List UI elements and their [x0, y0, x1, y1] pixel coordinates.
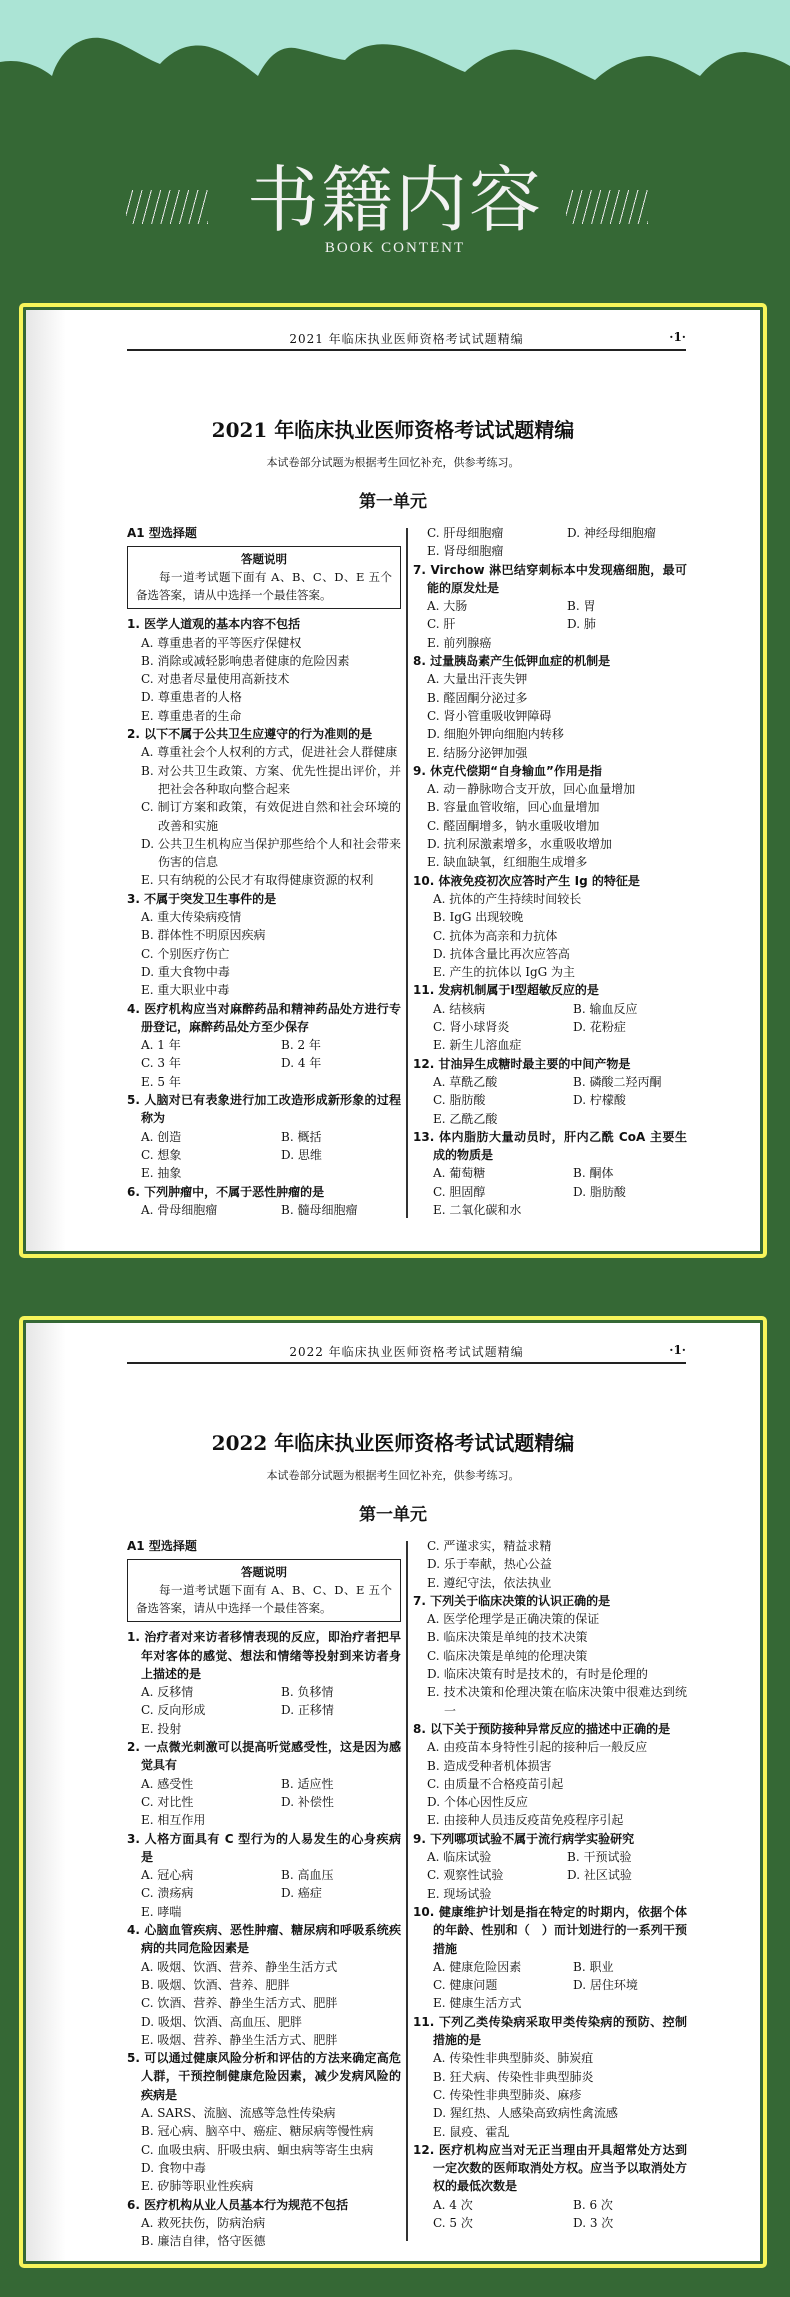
answer-option: E. 新生儿溶血症 [433, 1038, 522, 1053]
answer-option: A. 反移情 [141, 1685, 194, 1700]
section-label: A1 型选择题 [127, 1539, 197, 1553]
question-stem: 3. 人格方面具有 C 型行为的人易发生的心身疾病是 [127, 1831, 401, 1864]
answer-option: B. 6 次 [573, 2197, 613, 2212]
running-header-title: 2021 年临床执业医师资格考试试题精编 [289, 332, 524, 346]
question-stem: 13. 体内脂肪大量动员时，肝内乙酰 CoA 主要生成的物质是 [413, 1129, 687, 1163]
question [127, 1091, 401, 1182]
running-header-title: 2022 年临床执业医师资格考试试题精编 [289, 1345, 524, 1359]
answer-options [127, 908, 401, 999]
section-title: 书籍内容 [246, 158, 543, 242]
answer-option: E. 矽肺等职业性疾病 [141, 2179, 254, 2194]
answer-option: A. 抗体的产生持续时间较长 [433, 891, 582, 906]
question [127, 615, 401, 725]
answer-option: C. 对比性 [141, 1794, 194, 1809]
answer-option: D. 食物中毒 [141, 2160, 206, 2175]
answer-option: C. 肾小球肾炎 [433, 1020, 510, 1035]
answer-options [127, 1683, 401, 1738]
answer-option: C. 反向形成 [141, 1703, 206, 1718]
question [413, 1830, 687, 1903]
answer-option: E. 尊重患者的生命 [141, 708, 242, 723]
question [413, 1903, 687, 2013]
answer-option: E. 只有纳税的公民才有取得健康资源的权利 [141, 873, 374, 888]
answer-option: E. 产生的抗体以 IgG 为主 [433, 965, 576, 980]
answer-option: D. 社区试验 [567, 1868, 632, 1883]
question-stem: 2. 一点微光刺激可以提高听觉感受性，这是因为感觉具有 [127, 1740, 401, 1773]
answer-option: B. 适应性 [281, 1776, 334, 1791]
unit-heading: 第一单元 [359, 492, 427, 512]
answer-option: B. 吸烟、饮酒、营养、肥胖 [141, 1977, 290, 1992]
answer-option: B. 廉洁自律，恪守医德 [141, 2234, 266, 2249]
answer-option: D. 花粉症 [573, 1020, 626, 1035]
answer-option: E. 二氧化碳和水 [433, 1202, 522, 1217]
question [413, 524, 687, 561]
answer-option: A. 尊重社会个人权利的方式，促进社会人群健康 [141, 745, 398, 760]
answer-option: D. 柠檬酸 [573, 1093, 626, 1108]
question [413, 1592, 687, 1720]
answer-option: B. 输血反应 [573, 1001, 638, 1016]
question-stem: 2. 以下不属于公共卫生应遵守的行为准则的是 [127, 727, 373, 742]
exam-note: 本试卷部分试题为根据考生回忆补充，供参考练习。 [266, 1469, 520, 1482]
answer-options [413, 597, 687, 652]
answer-option: C. 临床决策是单纯的伦理决策 [427, 1648, 588, 1663]
question-stem: 11. 下列乙类传染病采取甲类传染病的预防、控制措施的是 [413, 2014, 687, 2048]
answer-option: C. 抗体为高亲和力抗体 [433, 928, 558, 943]
answer-option: B. 容量血管收缩，回心血量增加 [427, 800, 600, 815]
answer-option: B. 负移情 [281, 1685, 334, 1700]
answer-option: A. 1 年 [141, 1038, 181, 1053]
question-stem: 8. 以下关于预防接种异常反应的描述中正确的是 [413, 1721, 671, 1736]
running-header [127, 327, 686, 351]
answer-options [127, 1201, 401, 1219]
exam-title: 2022 年临床执业医师资格考试试题精编 [211, 1431, 575, 1455]
question [413, 762, 687, 872]
unit-heading: 第一单元 [359, 1505, 427, 1525]
answer-option: C. 胆固醇 [433, 1184, 486, 1199]
section-label: A1 型选择题 [127, 526, 197, 540]
answer-option: A. 骨母细胞瘤 [141, 1202, 218, 1217]
answer-option: A. 吸烟、饮酒、营养、静坐生活方式 [141, 1959, 338, 1974]
answer-option: C. 健康问题 [433, 1978, 498, 1993]
answer-option: B. 醛固酮分泌过多 [427, 690, 528, 705]
answer-option: B. 消除或减轻影响患者健康的危险因素 [141, 653, 350, 668]
answer-options [413, 1073, 687, 1128]
answer-option: E. 前列腺癌 [427, 635, 492, 650]
answer-options [413, 1958, 687, 2013]
answer-option: A. 感受性 [141, 1776, 194, 1791]
question [127, 1738, 401, 1829]
answer-option: E. 缺血缺氧，红细胞生成增多 [427, 855, 588, 870]
answer-option: D. 抗体含量比再次应答高 [433, 946, 570, 961]
question-stem: 1. 医学人道观的基本内容不包括 [127, 617, 301, 632]
answer-options [127, 1775, 401, 1830]
question-stem: 8. 过量胰岛素产生低钾血症的机制是 [413, 654, 611, 669]
exam-note: 本试卷部分试题为根据考生回忆补充，供参考练习。 [266, 456, 520, 469]
answer-option: C. 3 年 [141, 1056, 181, 1071]
page-number: ·1· [669, 330, 686, 344]
answer-option: E. 肾母细胞瘤 [427, 544, 504, 559]
question-stem: 9. 下列哪项试验不属于流行病学实验研究 [413, 1831, 635, 1846]
question [413, 2141, 687, 2232]
hills-banner-decoration [0, 0, 790, 130]
answer-option: A. 冠心病 [141, 1868, 194, 1883]
answer-option: D. 公共卫生机构应当保护那些给个人和社会带来伤害的信息 [141, 836, 401, 870]
answer-option: B. 髓母细胞瘤 [281, 1202, 358, 1217]
answer-option: C. 溃疡病 [141, 1886, 194, 1901]
answer-options [127, 634, 401, 725]
answer-option: D. 癌症 [281, 1886, 322, 1901]
answer-option: B. 2 年 [281, 1038, 321, 1053]
answer-option: E. 哮喘 [141, 1904, 182, 1919]
question [413, 561, 687, 652]
answer-options [413, 1164, 687, 1219]
answer-option: E. 吸烟、营养、静坐生活方式、肥胖 [141, 2032, 338, 2047]
question [413, 981, 687, 1054]
question-stem: 12. 甘油异生成糖时最主要的中间产物是 [413, 1056, 631, 1071]
question [413, 872, 687, 982]
page-number: ·1· [669, 1343, 686, 1357]
book-page-frame-1 [19, 303, 767, 1258]
answer-option: A. 医学伦理学是正确决策的保证 [427, 1612, 600, 1627]
answer-option: C. 5 次 [433, 2215, 473, 2230]
answer-option: C. 由质量不合格疫苗引起 [427, 1776, 564, 1791]
answer-option: D. 吸烟、饮酒、高血压、肥胖 [141, 2014, 302, 2029]
answer-options [413, 2049, 687, 2140]
answer-option: E. 5 年 [141, 1074, 181, 1089]
answer-option: B. 群体性不明原因疾病 [141, 928, 266, 943]
answer-option: C. 肝 [427, 617, 456, 632]
answer-option: B. 磷酸二羟丙酮 [573, 1074, 662, 1089]
question [127, 1183, 401, 1220]
answer-options [413, 890, 687, 981]
answer-options [127, 1958, 401, 2049]
answer-options [413, 780, 687, 871]
answer-option: D. 正移情 [281, 1703, 334, 1718]
answer-option: C. 饮酒、营养、静坐生活方式、肥胖 [141, 1996, 338, 2011]
instructions-title: 答题说明 [241, 552, 287, 567]
instructions-text: 每一道考试题下面有 A、B、C、D、E 五个备选答案，请从中选择一个最佳答案。 [136, 570, 392, 603]
question-stem: 12. 医疗机构应当对无正当理由开具超常处方达到一定次数的医师取消处方权。应当予以取消处方权的最低次数是 [413, 2142, 687, 2194]
answer-option: A. 由疫苗本身特性引起的接种后一般反应 [427, 1740, 648, 1755]
column-left [127, 1537, 401, 2250]
answer-options [413, 1537, 687, 1592]
instructions-text: 每一道考试题下面有 A、B、C、D、E 五个备选答案，请从中选择一个最佳答案。 [136, 1583, 392, 1616]
answer-option: B. 狂犬病、传染性非典型肺炎 [433, 2069, 594, 2084]
question-stem: 6. 下列肿瘤中，不属于恶性肿瘤的是 [127, 1184, 325, 1199]
running-header [127, 1340, 686, 1364]
question [127, 2196, 401, 2251]
answer-option: D. 3 次 [573, 2215, 614, 2230]
question-stem: 4. 医疗机构应当对麻醉药品和精神药品处方进行专册登记，麻醉药品处方至少保存 [127, 1001, 401, 1034]
column-right [413, 524, 687, 1219]
answer-options [127, 1128, 401, 1183]
answer-option: D. 抗利尿激素增多，水重吸收增加 [427, 837, 612, 852]
answer-option: A. 重大传染病疫情 [141, 910, 242, 925]
question [127, 725, 401, 890]
answer-option: D. 尊重患者的人格 [141, 690, 242, 705]
answer-option: A. 健康危险因素 [433, 1959, 522, 1974]
book-page-frame-2 [19, 1316, 767, 2268]
answer-option: B. 职业 [573, 1959, 614, 1974]
instructions-title: 答题说明 [241, 1565, 287, 1580]
answer-option: D. 临床决策有时是技术的，有时是伦理的 [427, 1667, 648, 1682]
question [127, 2049, 401, 2195]
answer-option: E. 鼠疫、霍乱 [433, 2124, 510, 2139]
answer-option: C. 个别医疗伤亡 [141, 946, 230, 961]
column-divider [406, 528, 408, 1218]
answer-option: E. 遵纪守法，依法执业 [427, 1575, 552, 1590]
answer-option: B. 对公共卫生政策、方案、优先性提出评价，并把社会各种取向整合起来 [141, 763, 401, 796]
answer-option: E. 技术决策和伦理决策在临床决策中很难达到统一 [427, 1685, 687, 1718]
answer-option: C. 脂肪酸 [433, 1093, 486, 1108]
answer-option: C. 肾小管重吸收钾障碍 [427, 708, 552, 723]
answer-option: C. 对患者尽量使用高新技术 [141, 672, 290, 687]
answer-option: C. 观察性试验 [427, 1868, 504, 1883]
answer-options [413, 1738, 687, 1829]
answer-option: D. 重大食物中毒 [141, 964, 230, 979]
answer-option: E. 健康生活方式 [433, 1996, 522, 2011]
question-stem: 11. 发病机制属于Ⅰ型超敏反应的是 [413, 983, 599, 998]
answer-option: C. 严谨求实，精益求精 [427, 1539, 552, 1553]
answer-option: A. 大量出汗丧失钾 [427, 672, 528, 687]
answer-option: D. 4 年 [281, 1056, 322, 1071]
answer-option: A. 临床试验 [427, 1850, 492, 1865]
question [413, 1128, 687, 1219]
answer-option: A. 动－静脉吻合支开放，回心血量增加 [427, 782, 636, 797]
answer-option: B. 概括 [281, 1129, 322, 1144]
answer-option: E. 投射 [141, 1721, 182, 1736]
book-page-image [26, 1323, 760, 2261]
question [127, 1921, 401, 2049]
answer-option: E. 相互作用 [141, 1813, 206, 1828]
question-stem: 10. 体液免疫初次应答时产生 Ig 的特征是 [413, 873, 640, 888]
question [127, 1628, 401, 1738]
instructions-box [127, 1559, 401, 1622]
answer-option: D. 肺 [567, 617, 596, 632]
answer-option: B. 干预试验 [567, 1850, 632, 1865]
answer-options [127, 2214, 401, 2251]
answer-option: C. 醛固酮增多，钠水重吸收增加 [427, 818, 600, 833]
answer-options [127, 2104, 401, 2195]
answer-option: B. 胃 [567, 599, 596, 614]
answer-option: D. 乐于奉献，热心公益 [427, 1557, 552, 1572]
answer-option: D. 思维 [281, 1147, 322, 1162]
question-stem: 10. 健康维护计划是指在特定的时期内，依据个体的年龄、性别和（ ）而计划进行的一系列干预措施 [413, 1904, 687, 1956]
question [413, 652, 687, 762]
question [413, 1055, 687, 1128]
exam-title: 2021 年临床执业医师资格考试试题精编 [211, 418, 575, 442]
answer-option: A. 大肠 [427, 599, 468, 614]
question-stem: 4. 心脑血管疾病、恶性肿瘤、糖尿病和呼吸系统疾病的共同危险因素是 [127, 1923, 401, 1956]
question [413, 1720, 687, 1830]
answer-options [413, 2196, 687, 2233]
answer-options [413, 1848, 687, 1903]
question-stem: 5. 可以通过健康风险分析和评估的方法来确定高危人群，干预控制健康危险因素，减少发病风险的疾病是 [127, 2051, 401, 2102]
answer-option: E. 乙酰乙酸 [433, 1111, 498, 1126]
answer-option: D. 细胞外钾向细胞内转移 [427, 727, 564, 742]
answer-option: E. 抽象 [141, 1166, 182, 1181]
answer-option: D. 居住环境 [573, 1978, 638, 1993]
answer-option: D. 脂肪酸 [573, 1184, 626, 1199]
answer-option: D. 神经母细胞瘤 [567, 526, 656, 540]
answer-option: B. 临床决策是单纯的技术决策 [427, 1630, 588, 1645]
column-divider [406, 1541, 408, 2241]
answer-option: C. 肝母细胞瘤 [427, 526, 504, 540]
instructions-box [127, 546, 401, 609]
answer-option: A. 结核病 [433, 1001, 486, 1016]
answer-option: C. 血吸虫病、肝吸虫病、蛔虫病等寄生虫病 [141, 2142, 374, 2157]
answer-options [413, 1000, 687, 1055]
answer-option: D. 补偿性 [281, 1794, 334, 1809]
book-page-image [26, 310, 760, 1251]
question-stem: 9. 休克代偿期“自身输血”作用是指 [413, 763, 602, 778]
answer-option: B. 酮体 [573, 1166, 614, 1181]
answer-option: D. 猩红热、人感染高致病性禽流感 [433, 2106, 618, 2121]
answer-option: A. 草酰乙酸 [433, 1074, 498, 1089]
section-subtitle: BOOK CONTENT [324, 240, 466, 256]
question [127, 890, 401, 1000]
answer-option: A. SARS、流脑、流感等急性传染病 [141, 2106, 336, 2121]
answer-options [127, 743, 401, 889]
answer-options [127, 1036, 401, 1091]
answer-options [127, 1866, 401, 1921]
answer-option: C. 制订方案和政策，有效促进自然和社会环境的改善和实施 [141, 800, 401, 833]
answer-option: A. 创造 [141, 1129, 182, 1144]
question [127, 1830, 401, 1921]
answer-options [413, 524, 687, 561]
question-stem: 7. 下列关于临床决策的认识正确的是 [413, 1593, 611, 1608]
question-stem: 6. 医疗机构从业人员基本行为规范不包括 [127, 2197, 349, 2212]
question [413, 1537, 687, 1592]
answer-option: B. 冠心病、脑卒中、癌症、糖尿病等慢性病 [141, 2124, 374, 2139]
answer-option: E. 现场试验 [427, 1886, 492, 1901]
answer-option: A. 救死扶伤，防病治病 [141, 2215, 266, 2230]
answer-option: D. 个体心因性反应 [427, 1795, 528, 1810]
answer-option: C. 传染性非典型肺炎、麻疹 [433, 2087, 582, 2102]
answer-options [413, 1610, 687, 1720]
question-stem: 7. Virchow 淋巴结穿刺标本中发现癌细胞，最可能的原发灶是 [413, 562, 687, 595]
answer-option: C. 想象 [141, 1147, 182, 1162]
answer-options [413, 670, 687, 761]
answer-option: A. 4 次 [433, 2197, 473, 2212]
answer-option: B. 造成受种者机体损害 [427, 1758, 552, 1773]
answer-option: B. IgG 出现较晚 [433, 910, 524, 925]
answer-option: E. 由接种人员违反疫苗免疫程序引起 [427, 1813, 624, 1828]
question [127, 1000, 401, 1091]
answer-option: E. 结肠分泌钾加强 [427, 745, 528, 760]
column-left [127, 524, 401, 1219]
question-stem: 1. 治疗者对来访者移情表现的反应，即治疗者把早年对客体的感觉、想法和情绪等投射到来访者身上描述的是 [127, 1630, 401, 1681]
answer-option: A. 葡萄糖 [433, 1166, 486, 1181]
column-right [413, 1537, 687, 2232]
answer-option: A. 传染性非典型肺炎、肺炭疽 [433, 2051, 594, 2066]
question-stem: 5. 人脑对已有表象进行加工改造形成新形象的过程称为 [127, 1093, 401, 1126]
answer-option: B. 高血压 [281, 1868, 334, 1883]
question-stem: 3. 不属于突发卫生事件的是 [127, 891, 277, 906]
question [413, 2013, 687, 2141]
answer-option: E. 重大职业中毒 [141, 983, 230, 998]
answer-option: A. 尊重患者的平等医疗保健权 [141, 635, 302, 650]
